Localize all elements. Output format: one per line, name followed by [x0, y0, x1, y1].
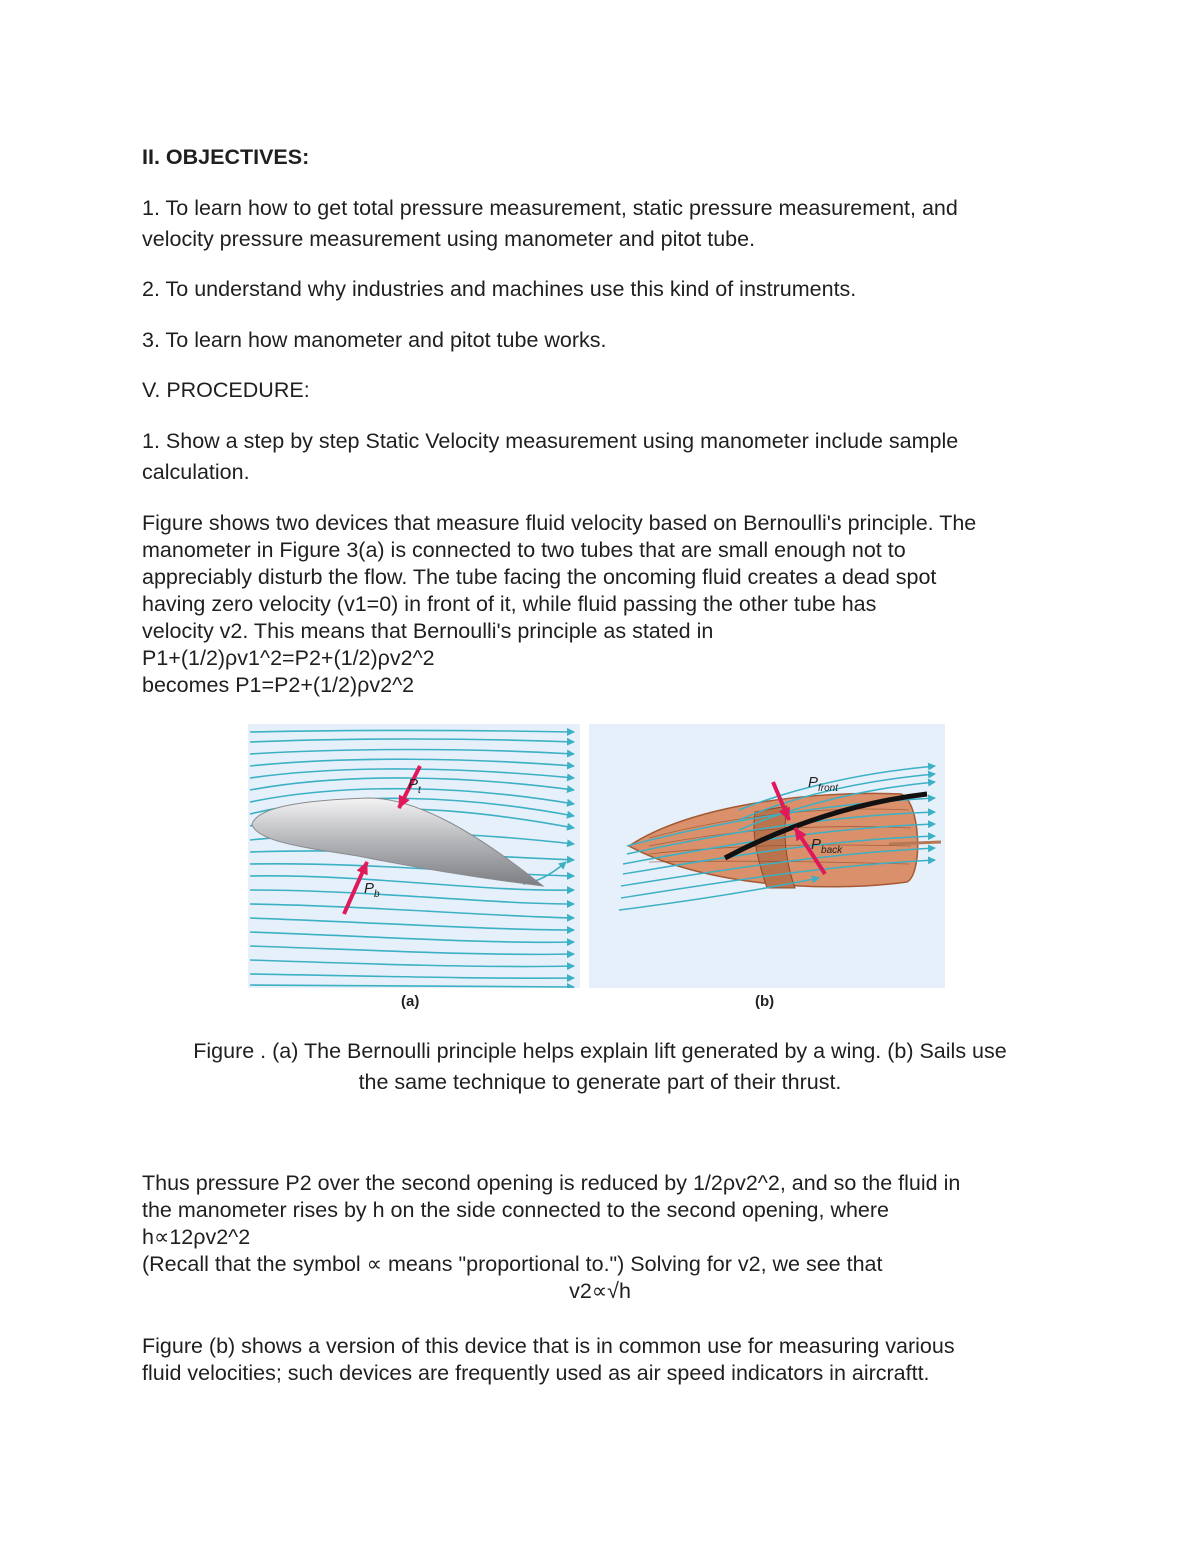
paragraph-1-line: appreciably disturb the flow. The tube facing the oncoming fluid creates a dead spot — [142, 565, 937, 589]
objective-1-line-1: 1. To learn how to get total pressure measurement, static pressure measurement, and — [142, 196, 958, 220]
procedure-heading: V. PROCEDURE: — [142, 378, 310, 402]
figure-caption-line-1: Figure . (a) The Bernoulli principle helps explain lift generated by a wing. (b) Sails use — [193, 1039, 1007, 1063]
paragraph-1-line: velocity v2. This means that Bernoulli's principle as stated in — [142, 619, 714, 643]
paragraph-3-line: fluid velocities; such devices are frequently used as air speed indicators in aircraftt. — [142, 1361, 930, 1385]
procedure-step-1-line-2: calculation. — [142, 460, 250, 484]
paragraph-1-line: having zero velocity (v1=0) in front of it, while fluid passing the other tube has — [142, 592, 877, 616]
objective-3: 3. To learn how manometer and pitot tube works. — [142, 328, 607, 352]
paragraph-2-line: (Recall that the symbol ∝ means "proportional to.") Solving for v2, we see that — [142, 1252, 883, 1276]
paragraph-1-line: Figure shows two devices that measure fluid velocity based on Bernoulli's principle. The — [142, 511, 977, 535]
panel-a-label: (a) — [401, 993, 420, 1010]
figure-caption-line-2: the same technique to generate part of their thrust. — [358, 1070, 842, 1094]
figure-panel-b-sail — [589, 724, 945, 988]
figure-panel-a-wing — [248, 724, 580, 988]
paragraph-1-line: manometer in Figure 3(a) is connected to two tubes that are small enough not to — [142, 538, 906, 562]
label-pb: $P_b$ — [364, 880, 380, 900]
paragraph-2-line: the manometer rises by h on the side connected to the second opening, where — [142, 1198, 889, 1222]
velocity-formula: v2∝√h — [569, 1279, 631, 1303]
bernoulli-equation: P1+(1/2)ρv1^2=P2+(1/2)ρv2^2 — [142, 646, 435, 670]
procedure-step-1-line-1: 1. Show a step by step Static Velocity measurement using manometer include sample — [142, 429, 959, 453]
paragraph-2-line: h∝12ρv2^2 — [142, 1225, 251, 1249]
label-pback: $P_{back}$ — [811, 836, 843, 856]
label-pt: $P_t$ — [408, 776, 421, 796]
simplified-equation: becomes P1=P2+(1/2)ρv2^2 — [142, 673, 415, 697]
objective-2: 2. To understand why industries and machines use this kind of instruments. — [142, 277, 857, 301]
objectives-heading: II. OBJECTIVES: — [142, 145, 310, 169]
paragraph-3-line: Figure (b) shows a version of this device that is in common use for measuring various — [142, 1334, 955, 1358]
panel-b-label: (b) — [755, 993, 775, 1010]
objective-1-line-2: velocity pressure measurement using manometer and pitot tube. — [142, 227, 756, 251]
paragraph-2-line: Thus pressure P2 over the second opening is reduced by 1/2ρv2^2, and so the fluid in — [142, 1171, 961, 1195]
label-pfront: $P_{front}$ — [808, 774, 839, 794]
